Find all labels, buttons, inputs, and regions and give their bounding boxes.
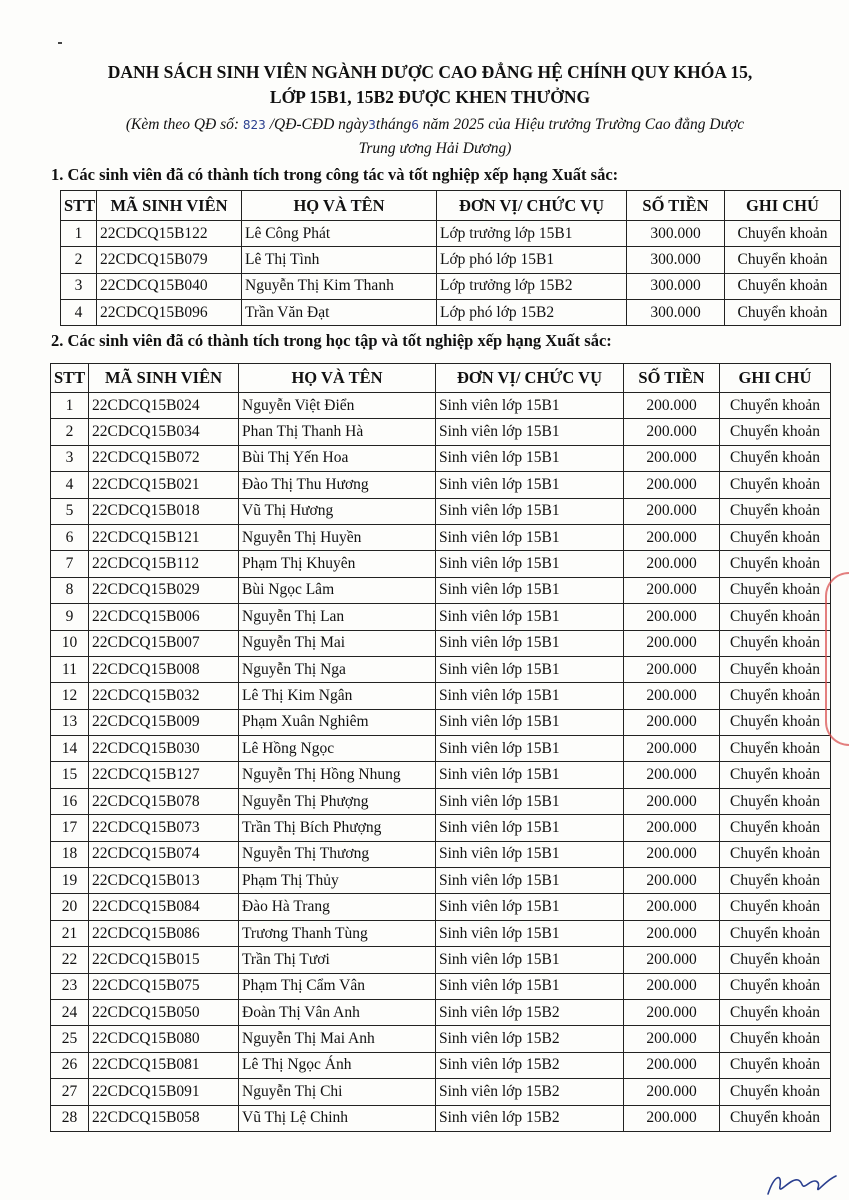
table-row bbox=[51, 1105, 831, 1131]
document-title-line1: DANH SÁCH SINH VIÊN NGÀNH DƯỢC CAO ĐẲNG HỆ CHÍNH QUY KHÓA 15, bbox=[107, 62, 753, 82]
cell-full-name: Nguyễn Thị Hồng Nhung bbox=[239, 762, 436, 788]
cell-student-id: 22CDCQ15B075 bbox=[89, 973, 239, 999]
cell-full-name: Lê Hồng Ngọc bbox=[239, 736, 436, 762]
cell-note: Chuyển khoản bbox=[720, 1026, 831, 1052]
cell-student-id: 22CDCQ15B127 bbox=[89, 762, 239, 788]
cell-full-name: Trần Thị Tươi bbox=[239, 947, 436, 973]
cell-amount: 200.000 bbox=[624, 577, 720, 603]
table-row bbox=[51, 788, 831, 814]
cell-student-id: 22CDCQ15B112 bbox=[89, 551, 239, 577]
cell-full-name: Nguyễn Thị Chi bbox=[239, 1079, 436, 1105]
cell-student-id: 22CDCQ15B086 bbox=[89, 920, 239, 946]
table-row bbox=[51, 683, 831, 709]
cell-stt: 12 bbox=[51, 683, 89, 709]
cell-full-name: Lê Thị Tình bbox=[242, 247, 437, 273]
col-header-amount: SỐ TIỀN bbox=[627, 191, 725, 221]
cell-full-name: Vũ Thị Hương bbox=[239, 498, 436, 524]
cell-amount: 200.000 bbox=[624, 1079, 720, 1105]
cell-amount: 200.000 bbox=[624, 445, 720, 471]
cell-student-id: 22CDCQ15B096 bbox=[97, 299, 242, 325]
red-seal-stamp bbox=[825, 572, 849, 746]
cell-unit-position: Sinh viên lớp 15B1 bbox=[436, 577, 624, 603]
cell-full-name: Trần Văn Đạt bbox=[242, 299, 437, 325]
cell-full-name: Nguyễn Việt Điển bbox=[239, 393, 436, 419]
cell-stt: 28 bbox=[51, 1105, 89, 1131]
cell-stt: 1 bbox=[61, 221, 97, 247]
cell-full-name: Nguyễn Thị Nga bbox=[239, 656, 436, 682]
table-row bbox=[51, 762, 831, 788]
cell-unit-position: Lớp trưởng lớp 15B1 bbox=[437, 221, 627, 247]
table-row bbox=[51, 1052, 831, 1078]
cell-amount: 300.000 bbox=[627, 299, 725, 325]
decision-number: 823 bbox=[242, 118, 266, 132]
table-body-section1 bbox=[61, 221, 841, 326]
cell-stt: 2 bbox=[51, 419, 89, 445]
cell-note: Chuyển khoản bbox=[720, 1105, 831, 1131]
cell-stt: 23 bbox=[51, 973, 89, 999]
cell-full-name: Phạm Thị Thủy bbox=[239, 868, 436, 894]
cell-amount: 200.000 bbox=[624, 498, 720, 524]
cell-student-id: 22CDCQ15B021 bbox=[89, 472, 239, 498]
cell-note: Chuyển khoản bbox=[720, 920, 831, 946]
cell-stt: 19 bbox=[51, 868, 89, 894]
cell-note: Chuyển khoản bbox=[720, 1079, 831, 1105]
section2-heading: 2. Các sinh viên đã có thành tích trong học tập và tốt nghiệp xếp hạng Xuất sắc: bbox=[51, 331, 612, 350]
cell-student-id: 22CDCQ15B050 bbox=[89, 999, 239, 1025]
table-row bbox=[51, 947, 831, 973]
cell-student-id: 22CDCQ15B091 bbox=[89, 1079, 239, 1105]
cell-unit-position: Lớp phó lớp 15B1 bbox=[437, 247, 627, 273]
decision-mid1: /QĐ-CĐD ngày bbox=[269, 116, 369, 133]
cell-unit-position: Sinh viên lớp 15B1 bbox=[436, 393, 624, 419]
cell-note: Chuyển khoản bbox=[720, 445, 831, 471]
cell-note: Chuyển khoản bbox=[720, 1052, 831, 1078]
cell-stt: 7 bbox=[51, 551, 89, 577]
table-row bbox=[51, 973, 831, 999]
cell-student-id: 22CDCQ15B007 bbox=[89, 630, 239, 656]
cell-unit-position: Sinh viên lớp 15B1 bbox=[436, 498, 624, 524]
cell-amount: 200.000 bbox=[624, 472, 720, 498]
cell-note: Chuyển khoản bbox=[720, 498, 831, 524]
cell-unit-position: Sinh viên lớp 15B2 bbox=[436, 1052, 624, 1078]
cell-unit-position: Sinh viên lớp 15B1 bbox=[436, 604, 624, 630]
col-header-stt: STT bbox=[61, 191, 97, 221]
table-row bbox=[51, 524, 831, 550]
cell-full-name: Phạm Thị Cẩm Vân bbox=[239, 973, 436, 999]
cell-student-id: 22CDCQ15B121 bbox=[89, 524, 239, 550]
cell-amount: 200.000 bbox=[624, 709, 720, 735]
cell-amount: 200.000 bbox=[624, 524, 720, 550]
cell-amount: 200.000 bbox=[624, 736, 720, 762]
cell-full-name: Bùi Thị Yến Hoa bbox=[239, 445, 436, 471]
cell-unit-position: Sinh viên lớp 15B1 bbox=[436, 736, 624, 762]
cell-amount: 200.000 bbox=[624, 656, 720, 682]
document-title-line2: LỚP 15B1, 15B2 ĐƯỢC KHEN THƯỞNG bbox=[269, 87, 591, 107]
table-body-section2 bbox=[51, 393, 831, 1132]
cell-full-name: Nguyễn Thị Kim Thanh bbox=[242, 273, 437, 299]
cell-full-name: Bùi Ngọc Lâm bbox=[239, 577, 436, 603]
cell-note: Chuyển khoản bbox=[720, 762, 831, 788]
cell-unit-position: Sinh viên lớp 15B1 bbox=[436, 419, 624, 445]
handwritten-signature bbox=[760, 1168, 840, 1198]
cell-unit-position: Sinh viên lớp 15B1 bbox=[436, 815, 624, 841]
cell-full-name: Phạm Thị Khuyên bbox=[239, 551, 436, 577]
cell-unit-position: Sinh viên lớp 15B1 bbox=[436, 630, 624, 656]
cell-student-id: 22CDCQ15B029 bbox=[89, 577, 239, 603]
cell-stt: 22 bbox=[51, 947, 89, 973]
table-row bbox=[61, 221, 841, 247]
cell-full-name: Phan Thị Thanh Hà bbox=[239, 419, 436, 445]
table-section1 bbox=[60, 190, 841, 326]
table-row bbox=[61, 273, 841, 299]
cell-full-name: Nguyễn Thị Phượng bbox=[239, 788, 436, 814]
cell-amount: 200.000 bbox=[624, 683, 720, 709]
cell-amount: 200.000 bbox=[624, 419, 720, 445]
cell-note: Chuyển khoản bbox=[720, 551, 831, 577]
table-row bbox=[51, 604, 831, 630]
cell-stt: 5 bbox=[51, 498, 89, 524]
table-header-row bbox=[61, 191, 841, 221]
table-row bbox=[51, 419, 831, 445]
col-header-student-id: MÃ SINH VIÊN bbox=[97, 191, 242, 221]
cell-stt: 26 bbox=[51, 1052, 89, 1078]
cell-note: Chuyển khoản bbox=[720, 472, 831, 498]
cell-unit-position: Sinh viên lớp 15B1 bbox=[436, 551, 624, 577]
col-header-note: GHI CHÚ bbox=[720, 364, 831, 393]
cell-unit-position: Sinh viên lớp 15B1 bbox=[436, 472, 624, 498]
table-row bbox=[51, 656, 831, 682]
decision-line2: Trung ương Hải Dương) bbox=[358, 140, 512, 157]
cell-note: Chuyển khoản bbox=[720, 841, 831, 867]
cell-note: Chuyển khoản bbox=[720, 524, 831, 550]
cell-student-id: 22CDCQ15B008 bbox=[89, 656, 239, 682]
cell-student-id: 22CDCQ15B078 bbox=[89, 788, 239, 814]
cell-note: Chuyển khoản bbox=[720, 815, 831, 841]
cell-note: Chuyển khoản bbox=[720, 656, 831, 682]
cell-amount: 200.000 bbox=[624, 762, 720, 788]
cell-amount: 300.000 bbox=[627, 221, 725, 247]
table-section2 bbox=[50, 363, 831, 1132]
cell-student-id: 22CDCQ15B024 bbox=[89, 393, 239, 419]
table-row bbox=[51, 841, 831, 867]
decision-mid2: tháng bbox=[375, 116, 412, 133]
cell-note: Chuyển khoản bbox=[720, 577, 831, 603]
cell-note: Chuyển khoản bbox=[720, 947, 831, 973]
table-row bbox=[51, 551, 831, 577]
cell-unit-position: Sinh viên lớp 15B1 bbox=[436, 788, 624, 814]
cell-student-id: 22CDCQ15B018 bbox=[89, 498, 239, 524]
cell-full-name: Lê Thị Kim Ngân bbox=[239, 683, 436, 709]
cell-unit-position: Sinh viên lớp 15B1 bbox=[436, 524, 624, 550]
table-row bbox=[51, 999, 831, 1025]
cell-amount: 200.000 bbox=[624, 973, 720, 999]
cell-amount: 200.000 bbox=[624, 604, 720, 630]
col-header-stt: STT bbox=[51, 364, 89, 393]
table-row bbox=[51, 577, 831, 603]
cell-note: Chuyển khoản bbox=[720, 709, 831, 735]
cell-unit-position: Sinh viên lớp 15B1 bbox=[436, 656, 624, 682]
table-row bbox=[61, 247, 841, 273]
cell-unit-position: Sinh viên lớp 15B1 bbox=[436, 762, 624, 788]
cell-student-id: 22CDCQ15B074 bbox=[89, 841, 239, 867]
cell-stt: 20 bbox=[51, 894, 89, 920]
cell-unit-position: Sinh viên lớp 15B1 bbox=[436, 709, 624, 735]
decision-reference bbox=[70, 113, 800, 160]
cell-stt: 25 bbox=[51, 1026, 89, 1052]
decision-day: 3 bbox=[368, 118, 376, 132]
cell-full-name: Trần Thị Bích Phượng bbox=[239, 815, 436, 841]
col-header-student-id: MÃ SINH VIÊN bbox=[89, 364, 239, 393]
cell-amount: 200.000 bbox=[624, 630, 720, 656]
col-header-unit-position: ĐƠN VỊ/ CHỨC VỤ bbox=[437, 191, 627, 221]
table-row bbox=[51, 445, 831, 471]
cell-note: Chuyển khoản bbox=[720, 393, 831, 419]
cell-unit-position: Sinh viên lớp 15B2 bbox=[436, 1105, 624, 1131]
cell-student-id: 22CDCQ15B079 bbox=[97, 247, 242, 273]
cell-amount: 200.000 bbox=[624, 788, 720, 814]
decision-month: 6 bbox=[411, 118, 419, 132]
table-header-row bbox=[51, 364, 831, 393]
cell-amount: 300.000 bbox=[627, 273, 725, 299]
cell-stt: 16 bbox=[51, 788, 89, 814]
cell-stt: 4 bbox=[61, 299, 97, 325]
cell-full-name: Trương Thanh Tùng bbox=[239, 920, 436, 946]
cell-full-name: Đào Thị Thu Hương bbox=[239, 472, 436, 498]
cell-unit-position: Sinh viên lớp 15B1 bbox=[436, 920, 624, 946]
cell-amount: 200.000 bbox=[624, 868, 720, 894]
cell-unit-position: Sinh viên lớp 15B2 bbox=[436, 1026, 624, 1052]
table-row bbox=[61, 299, 841, 325]
cell-student-id: 22CDCQ15B032 bbox=[89, 683, 239, 709]
cell-full-name: Lê Công Phát bbox=[242, 221, 437, 247]
cell-unit-position: Sinh viên lớp 15B2 bbox=[436, 999, 624, 1025]
cell-student-id: 22CDCQ15B080 bbox=[89, 1026, 239, 1052]
section1-heading: 1. Các sinh viên đã có thành tích trong công tác và tốt nghiệp xếp hạng Xuất sắc: bbox=[51, 165, 619, 184]
cell-student-id: 22CDCQ15B015 bbox=[89, 947, 239, 973]
cell-stt: 13 bbox=[51, 709, 89, 735]
cell-full-name: Đoàn Thị Vân Anh bbox=[239, 999, 436, 1025]
cell-amount: 200.000 bbox=[624, 999, 720, 1025]
cell-amount: 200.000 bbox=[624, 841, 720, 867]
cell-amount: 200.000 bbox=[624, 1026, 720, 1052]
cell-unit-position: Lớp phó lớp 15B2 bbox=[437, 299, 627, 325]
cell-amount: 200.000 bbox=[624, 920, 720, 946]
cell-note: Chuyển khoản bbox=[720, 604, 831, 630]
cell-full-name: Nguyễn Thị Lan bbox=[239, 604, 436, 630]
table-row bbox=[51, 894, 831, 920]
cell-amount: 200.000 bbox=[624, 1105, 720, 1131]
cell-stt: 2 bbox=[61, 247, 97, 273]
cell-stt: 14 bbox=[51, 736, 89, 762]
cell-note: Chuyển khoản bbox=[725, 273, 841, 299]
decision-suffix: năm 2025 của Hiệu trưởng Trường Cao đẳng Dược bbox=[422, 116, 745, 133]
cell-unit-position: Sinh viên lớp 15B1 bbox=[436, 683, 624, 709]
cell-stt: 21 bbox=[51, 920, 89, 946]
cell-full-name: Nguyễn Thị Huyền bbox=[239, 524, 436, 550]
table-row bbox=[51, 920, 831, 946]
cell-note: Chuyển khoản bbox=[725, 247, 841, 273]
cell-note: Chuyển khoản bbox=[720, 868, 831, 894]
cell-student-id: 22CDCQ15B084 bbox=[89, 894, 239, 920]
cell-amount: 300.000 bbox=[627, 247, 725, 273]
cell-note: Chuyển khoản bbox=[725, 299, 841, 325]
cell-student-id: 22CDCQ15B081 bbox=[89, 1052, 239, 1078]
cell-stt: 10 bbox=[51, 630, 89, 656]
cell-stt: 27 bbox=[51, 1079, 89, 1105]
table-row bbox=[51, 1026, 831, 1052]
cell-stt: 18 bbox=[51, 841, 89, 867]
decision-prefix: (Kèm theo QĐ số: bbox=[125, 116, 240, 133]
table-row bbox=[51, 393, 831, 419]
col-header-amount: SỐ TIỀN bbox=[624, 364, 720, 393]
col-header-full-name: HỌ VÀ TÊN bbox=[239, 364, 436, 393]
cell-unit-position: Lớp trưởng lớp 15B2 bbox=[437, 273, 627, 299]
cell-amount: 200.000 bbox=[624, 393, 720, 419]
cell-full-name: Phạm Xuân Nghiêm bbox=[239, 709, 436, 735]
cell-unit-position: Sinh viên lớp 15B1 bbox=[436, 841, 624, 867]
cell-student-id: 22CDCQ15B009 bbox=[89, 709, 239, 735]
table-row bbox=[51, 736, 831, 762]
cell-note: Chuyển khoản bbox=[720, 683, 831, 709]
scan-speck bbox=[58, 42, 62, 44]
col-header-full-name: HỌ VÀ TÊN bbox=[242, 191, 437, 221]
cell-unit-position: Sinh viên lớp 15B2 bbox=[436, 1079, 624, 1105]
col-header-unit-position: ĐƠN VỊ/ CHỨC VỤ bbox=[436, 364, 624, 393]
cell-student-id: 22CDCQ15B040 bbox=[97, 273, 242, 299]
cell-stt: 3 bbox=[61, 273, 97, 299]
cell-full-name: Nguyễn Thị Mai Anh bbox=[239, 1026, 436, 1052]
table-row bbox=[51, 868, 831, 894]
cell-stt: 17 bbox=[51, 815, 89, 841]
cell-student-id: 22CDCQ15B073 bbox=[89, 815, 239, 841]
cell-unit-position: Sinh viên lớp 15B1 bbox=[436, 894, 624, 920]
cell-student-id: 22CDCQ15B006 bbox=[89, 604, 239, 630]
cell-note: Chuyển khoản bbox=[720, 788, 831, 814]
cell-student-id: 22CDCQ15B122 bbox=[97, 221, 242, 247]
cell-student-id: 22CDCQ15B034 bbox=[89, 419, 239, 445]
cell-stt: 4 bbox=[51, 472, 89, 498]
cell-amount: 200.000 bbox=[624, 815, 720, 841]
cell-note: Chuyển khoản bbox=[720, 973, 831, 999]
cell-stt: 11 bbox=[51, 656, 89, 682]
cell-amount: 200.000 bbox=[624, 1052, 720, 1078]
col-header-note: GHI CHÚ bbox=[725, 191, 841, 221]
cell-full-name: Vũ Thị Lệ Chinh bbox=[239, 1105, 436, 1131]
table-row bbox=[51, 815, 831, 841]
cell-student-id: 22CDCQ15B058 bbox=[89, 1105, 239, 1131]
table-row bbox=[51, 630, 831, 656]
cell-note: Chuyển khoản bbox=[720, 999, 831, 1025]
cell-student-id: 22CDCQ15B030 bbox=[89, 736, 239, 762]
cell-amount: 200.000 bbox=[624, 947, 720, 973]
cell-stt: 24 bbox=[51, 999, 89, 1025]
cell-student-id: 22CDCQ15B013 bbox=[89, 868, 239, 894]
cell-note: Chuyển khoản bbox=[720, 894, 831, 920]
table-row bbox=[51, 498, 831, 524]
cell-stt: 3 bbox=[51, 445, 89, 471]
table-row bbox=[51, 472, 831, 498]
cell-full-name: Lê Thị Ngọc Ánh bbox=[239, 1052, 436, 1078]
cell-stt: 9 bbox=[51, 604, 89, 630]
cell-stt: 6 bbox=[51, 524, 89, 550]
cell-unit-position: Sinh viên lớp 15B1 bbox=[436, 868, 624, 894]
table-row bbox=[51, 709, 831, 735]
cell-full-name: Đào Hà Trang bbox=[239, 894, 436, 920]
cell-full-name: Nguyễn Thị Thương bbox=[239, 841, 436, 867]
cell-stt: 8 bbox=[51, 577, 89, 603]
cell-stt: 15 bbox=[51, 762, 89, 788]
cell-note: Chuyển khoản bbox=[720, 419, 831, 445]
cell-note: Chuyển khoản bbox=[720, 736, 831, 762]
cell-unit-position: Sinh viên lớp 15B1 bbox=[436, 445, 624, 471]
cell-unit-position: Sinh viên lớp 15B1 bbox=[436, 973, 624, 999]
cell-stt: 1 bbox=[51, 393, 89, 419]
cell-amount: 200.000 bbox=[624, 894, 720, 920]
cell-amount: 200.000 bbox=[624, 551, 720, 577]
cell-note: Chuyển khoản bbox=[725, 221, 841, 247]
cell-full-name: Nguyễn Thị Mai bbox=[239, 630, 436, 656]
cell-unit-position: Sinh viên lớp 15B1 bbox=[436, 947, 624, 973]
cell-student-id: 22CDCQ15B072 bbox=[89, 445, 239, 471]
cell-note: Chuyển khoản bbox=[720, 630, 831, 656]
table-row bbox=[51, 1079, 831, 1105]
